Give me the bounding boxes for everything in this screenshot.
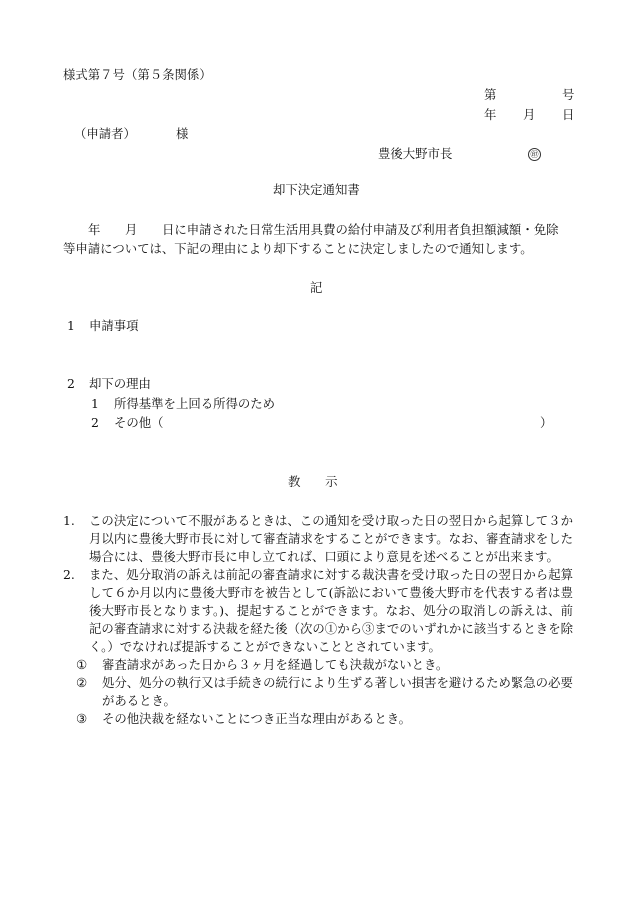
reason-2-num: 2 — [91, 415, 99, 430]
kyoji-item-1 — [63, 512, 573, 566]
intro-month: 月 — [125, 222, 138, 237]
section2-num: 2 — [67, 376, 75, 391]
kyoji-subitem-1-text: 審査請求があった日から３ヶ月を経過しても決裁がないとき。 — [102, 657, 449, 672]
seal-icon: ㊞ — [528, 148, 541, 161]
kyoji-subitem-1-mark: ① — [76, 657, 88, 672]
kyoji-subitem-3-text: その他決裁を経ないことにつき正当な理由があるとき。 — [102, 711, 412, 726]
kyoji-subitem-3-mark: ③ — [76, 711, 88, 726]
kyoji-subitem-2 — [76, 674, 573, 710]
doc-no-dai: 第 — [484, 87, 497, 102]
section1-label: 申請事項 — [89, 318, 139, 333]
reason-1-text: 所得基準を上回る所得のため — [114, 396, 276, 411]
doc-no-go: 号 — [562, 87, 575, 102]
kyoji-list — [63, 512, 573, 728]
kyoji-item-1-text: この決定について不服があるときは、この通知を受け取った日の翌日から起算して３か月以内に豊後大野市長に対して審査請求をすることができます。なお、審査請求をした場合には、豊後大野市長に申し立てれば、口頭により意見を述べることが出来ます。 — [89, 513, 573, 564]
date-day: 日 — [562, 107, 575, 122]
reason-1-num: 1 — [91, 396, 99, 411]
date-month: 月 — [523, 107, 536, 122]
kyoji-item-2 — [63, 566, 573, 656]
reason-2-text: その他（ — [114, 415, 164, 430]
form-label: 様式第７号（第５条関係） — [63, 67, 212, 82]
kyoji-title: 教 示 — [288, 474, 338, 489]
kyoji-subitem-3 — [76, 710, 573, 728]
kyoji-subitem-2-text: 処分、処分の執行又は手続きの続行により生ずる著しい損害を避けるため緊急の必要があるとき。 — [102, 675, 573, 708]
kyoji-item-2-num: 2. — [63, 567, 75, 582]
kyoji-item-2-text: また、処分取消の訴えは前記の審査請求に対する裁決書を受け取った日の翌日から起算して６か月以内に豊後大野市を被告として(訴訟において豊後大野市を代表する者は豊後大野市長となります。)、提起することができます。なお、処分の取消しの訴えは、前記の審査請求に対する決裁を経た後（次の①から③までのいずれかに該当するときを除く。）でなければ提訴することができないこととされています。 — [89, 567, 573, 654]
issuer-name: 豊後大野市長 — [378, 146, 453, 161]
intro-line2: 等申請については、下記の理由により却下することに決定しましたので通知します。 — [63, 241, 533, 256]
intro-year: 年 — [88, 222, 101, 237]
applicant-label: （申請者） — [74, 126, 136, 141]
kyoji-subitem-1 — [76, 656, 573, 674]
ki-heading: 記 — [310, 280, 323, 295]
issuer-seal — [528, 145, 541, 163]
date-year: 年 — [484, 107, 497, 122]
reason-2-close: ） — [540, 415, 553, 430]
applicant-sama: 様 — [176, 126, 189, 141]
intro-line1: 日に申請された日常生活用具費の給付申請及び利用者負担額減額・免除 — [162, 222, 559, 237]
section2-label: 却下の理由 — [89, 376, 151, 391]
kyoji-item-1-num: 1. — [63, 513, 75, 528]
page-title: 却下決定通知書 — [273, 182, 360, 197]
section1-num: 1 — [67, 318, 75, 333]
kyoji-subitem-2-mark: ② — [76, 675, 88, 690]
